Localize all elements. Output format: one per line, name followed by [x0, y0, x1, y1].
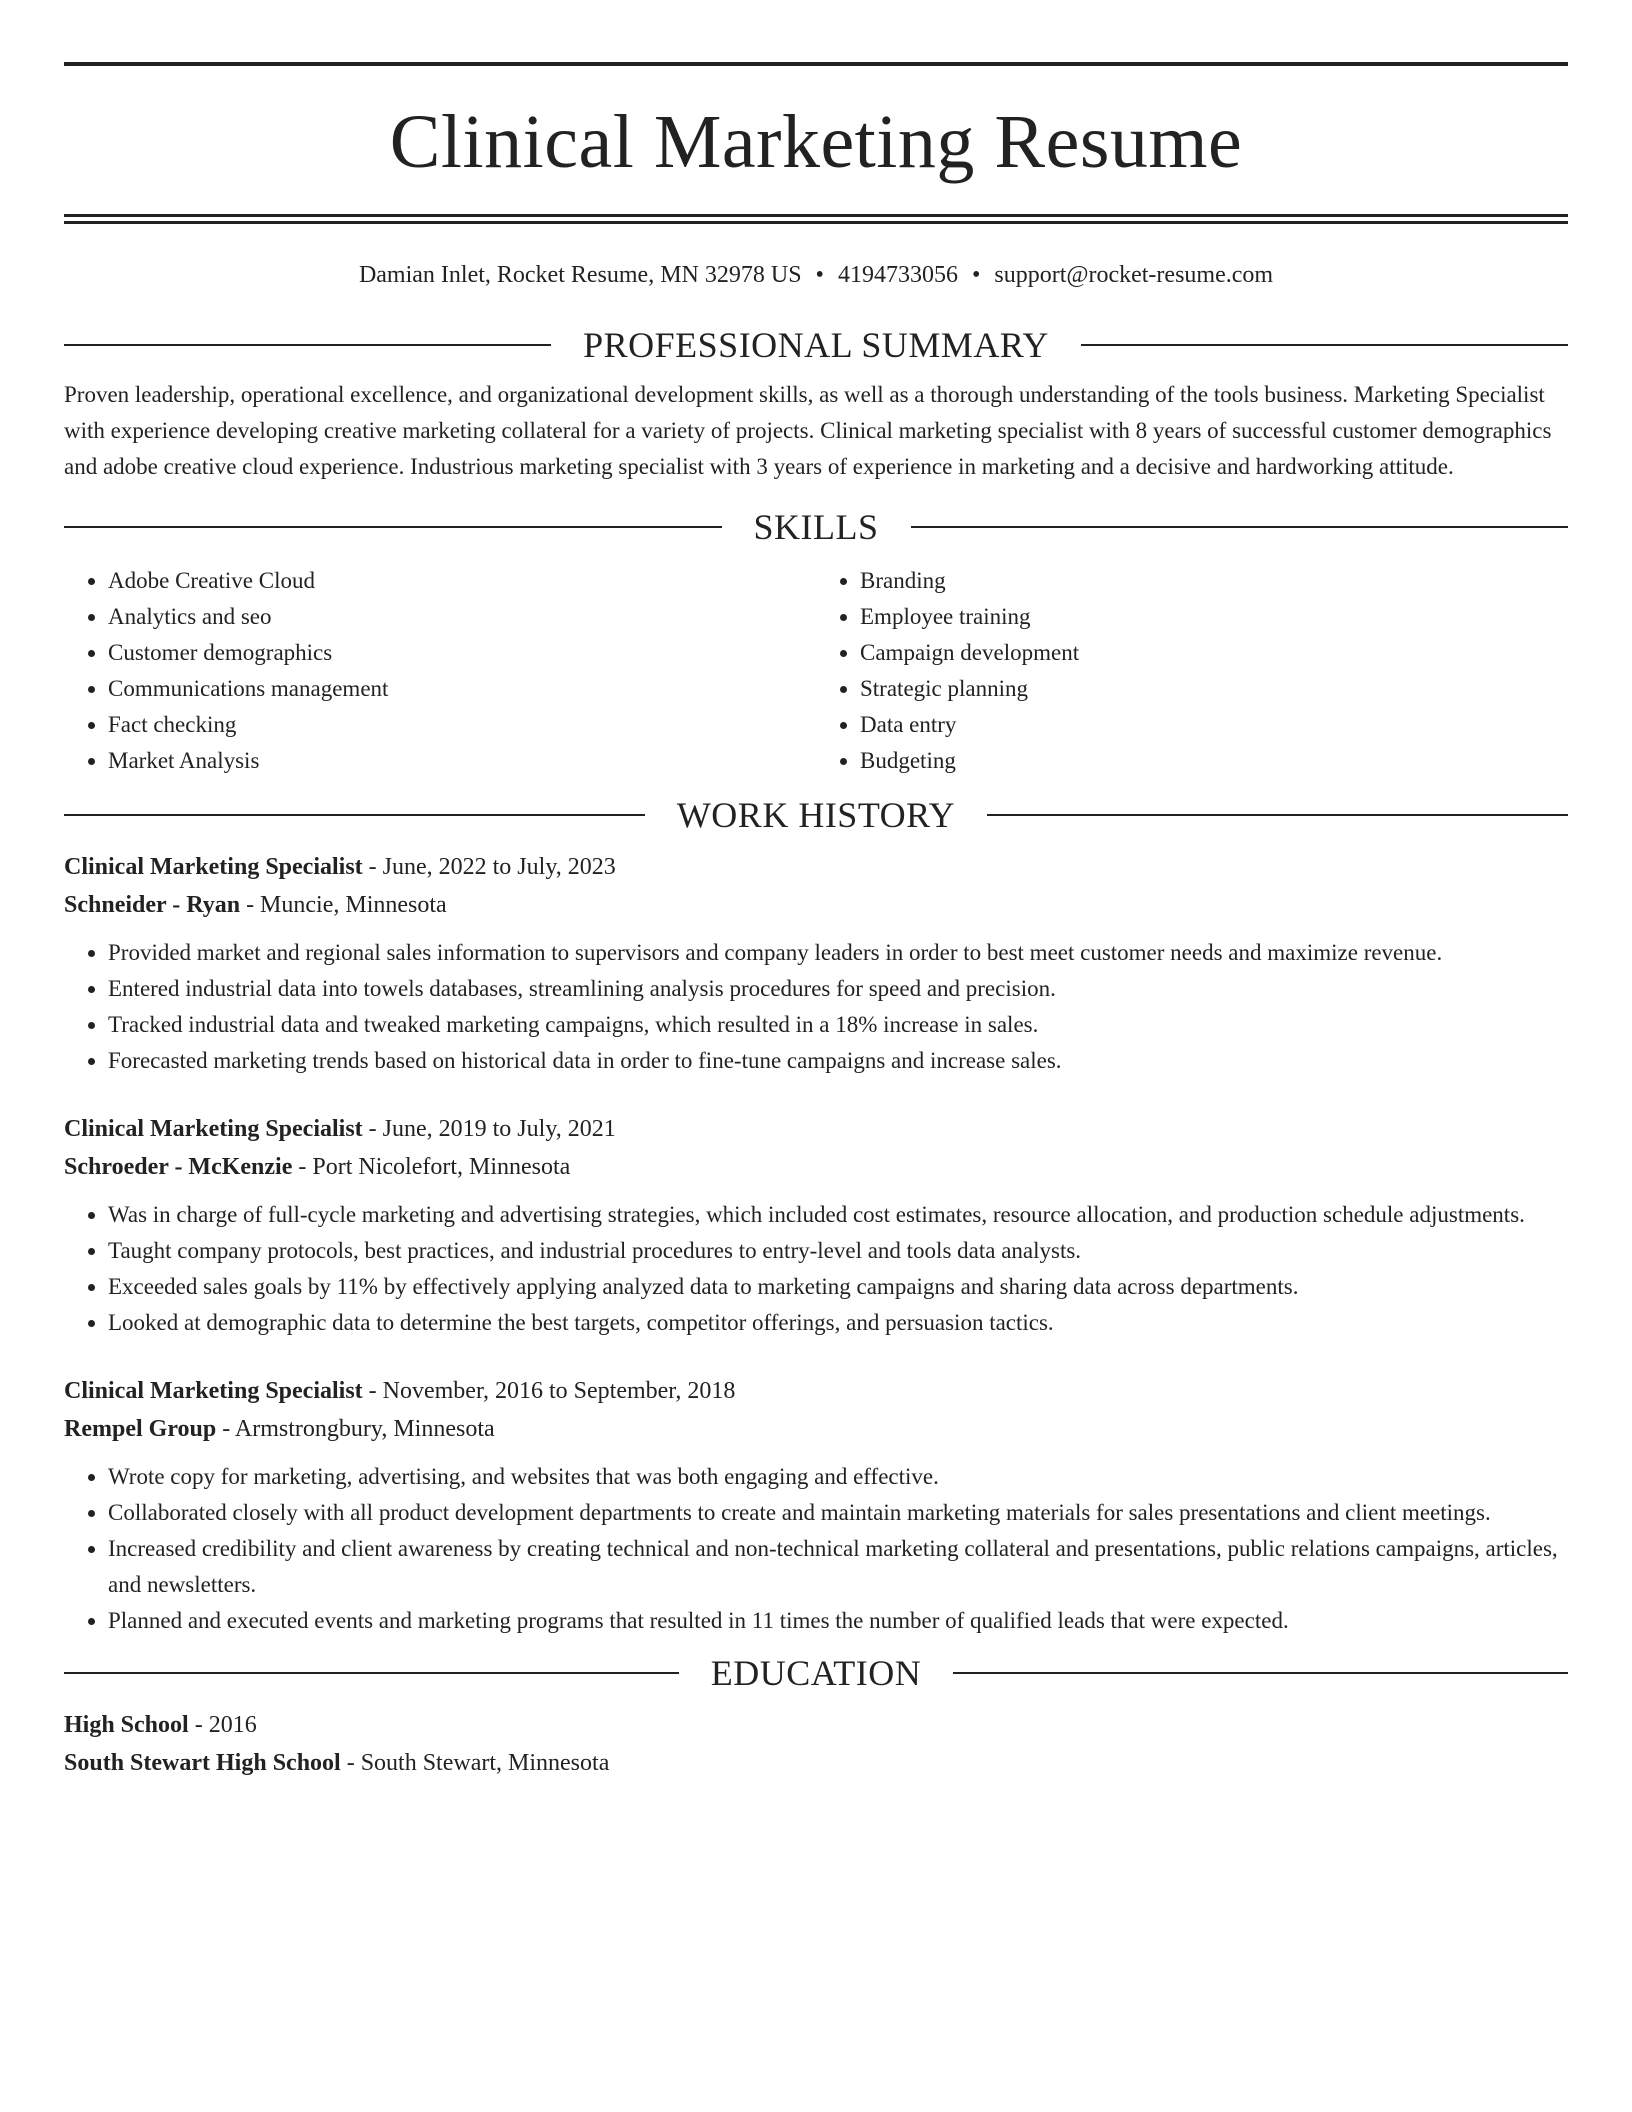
- job-title-line: [64, 1375, 1568, 1407]
- job-dates: - June, 2022 to July, 2023: [362, 854, 616, 881]
- job-title: Clinical Marketing Specialist: [64, 1378, 363, 1405]
- job-bullet: • Planned and executed events and marketing programs that resulted in 11 times the number of qualified leads that were expected.: [108, 1603, 1568, 1639]
- job-bullet: • Taught company protocols, best practices, and industrial procedures to entry-level and tools data analysts.: [108, 1233, 1568, 1269]
- job-dates: - November, 2016 to September, 2018: [362, 1378, 736, 1405]
- section-title: PROFESSIONAL SUMMARY: [583, 325, 1049, 366]
- title-double-rule: [64, 214, 1568, 224]
- job-bullets: [64, 1459, 1568, 1639]
- education-degree: High School: [64, 1712, 189, 1739]
- job-bullet: • Entered industrial data into towels databases, streamlining analysis procedures for speed and precision.: [108, 971, 1568, 1007]
- job-bullet: • Forecasted marketing trends based on historical data in order to fine-tune campaigns and increase sales.: [108, 1043, 1568, 1079]
- section-title: SKILLS: [753, 507, 879, 548]
- skills-column-right: [816, 563, 1568, 779]
- contact-phone: 4194733056: [837, 262, 958, 288]
- section-rule: [987, 814, 1568, 816]
- skill-item: • Fact checking: [108, 707, 816, 743]
- job-bullet: • Looked at demographic data to determine the best targets, competitor offerings, and persuasion tactics.: [108, 1305, 1568, 1341]
- job-bullets: [64, 935, 1568, 1079]
- job-title: Clinical Marketing Specialist: [64, 854, 363, 881]
- job-bullet: • Collaborated closely with all product development departments to create and maintain marketing materials for sales presentations and client meetings.: [108, 1495, 1568, 1531]
- job-location: - Armstrongbury, Minnesota: [216, 1416, 495, 1443]
- section-rule: [64, 1672, 679, 1674]
- section-rule: [953, 1672, 1568, 1674]
- education-year: - 2016: [188, 1712, 257, 1739]
- contact-email: support@rocket-resume.com: [994, 262, 1274, 288]
- resume-title: Clinical Marketing Resume: [389, 100, 1243, 184]
- job-company: Schroeder - McKenzie: [64, 1154, 293, 1181]
- job-bullet: • Was in charge of full-cycle marketing and advertising strategies, which included cost estimates, resource allocation, and production schedule adjustments.: [108, 1197, 1568, 1233]
- skill-item: • Communications management: [108, 671, 816, 707]
- skill-item: • Data entry: [860, 707, 1568, 743]
- job-bullets: [64, 1197, 1568, 1341]
- skills-column-left: [64, 563, 816, 779]
- job-bullet: • Increased credibility and client awareness by creating technical and non-technical marketing collateral and presentations, public relations campaigns, articles, and newsletters.: [108, 1531, 1568, 1603]
- job-bullet: • Tracked industrial data and tweaked marketing campaigns, which resulted in a 18% increase in sales.: [108, 1007, 1568, 1043]
- section-header-summary: [64, 325, 1568, 366]
- job-entry: [64, 1375, 1568, 1639]
- section-rule: [911, 526, 1569, 528]
- job-entry: [64, 1113, 1568, 1341]
- skill-item: • Branding: [860, 563, 1568, 599]
- skill-item: • Analytics and seo: [108, 599, 816, 635]
- section-header-work-history: [64, 795, 1568, 836]
- job-company-line: [64, 1413, 1568, 1445]
- job-title-line: [64, 1113, 1568, 1145]
- section-header-skills: [64, 507, 1568, 548]
- job-company-line: [64, 1151, 1568, 1183]
- job-bullet: • Exceeded sales goals by 11% by effectively applying analyzed data to marketing campaigns and sharing data across departments.: [108, 1269, 1568, 1305]
- education-entry: [64, 1709, 1568, 1779]
- education-location: - South Stewart, Minnesota: [340, 1750, 610, 1777]
- job-location: - Port Nicolefort, Minnesota: [292, 1154, 571, 1181]
- section-header-education: [64, 1653, 1568, 1694]
- job-bullet: • Wrote copy for marketing, advertising, and websites that was both engaging and effective.: [108, 1459, 1568, 1495]
- education-degree-line: [64, 1709, 1568, 1741]
- job-bullet: • Provided market and regional sales information to supervisors and company leaders in order to best meet customer needs and maximize revenue.: [108, 935, 1568, 971]
- skill-item: • Market Analysis: [108, 743, 816, 779]
- top-rule: [64, 62, 1568, 66]
- skills-list: [64, 563, 1568, 779]
- skill-item: • Employee training: [860, 599, 1568, 635]
- job-title-line: [64, 851, 1568, 883]
- contact-separator: •: [815, 262, 824, 288]
- skill-item: • Campaign development: [860, 635, 1568, 671]
- skill-item: • Customer demographics: [108, 635, 816, 671]
- job-company: Rempel Group: [64, 1416, 217, 1443]
- job-company-line: [64, 889, 1568, 921]
- section-rule: [64, 526, 722, 528]
- section-rule: [64, 814, 645, 816]
- job-title: Clinical Marketing Specialist: [64, 1116, 363, 1143]
- contact-address: Damian Inlet, Rocket Resume, MN 32978 US: [358, 262, 802, 288]
- job-location: - Muncie, Minnesota: [240, 892, 447, 919]
- education-school-line: [64, 1747, 1568, 1779]
- job-entry: [64, 851, 1568, 1079]
- section-rule: [1081, 344, 1568, 346]
- section-title: EDUCATION: [710, 1653, 922, 1694]
- summary-text: Proven leadership, operational excellence, and organizational development skills, as well as a thorough understanding of the tools business. Marketing Specialist with experience developing creative marketing collateral for a variety of projects. Clinical marketing specialist with 8 years of successful customer demographics and adobe creative cloud experience. Industrious marketing specialist with 3 years of experience in marketing and a decisive and hardworking attitude.: [64, 382, 1552, 480]
- section-rule: [64, 344, 551, 346]
- contact-line: [64, 260, 1568, 291]
- contact-separator: •: [971, 262, 981, 288]
- job-dates: - June, 2019 to July, 2021: [362, 1116, 616, 1143]
- skill-item: • Strategic planning: [860, 671, 1568, 707]
- skill-item: • Budgeting: [860, 743, 1568, 779]
- skill-item: • Adobe Creative Cloud: [108, 563, 816, 599]
- job-company: Schneider - Ryan: [64, 892, 241, 919]
- section-title: WORK HISTORY: [676, 795, 956, 836]
- education-school: South Stewart High School: [64, 1750, 341, 1777]
